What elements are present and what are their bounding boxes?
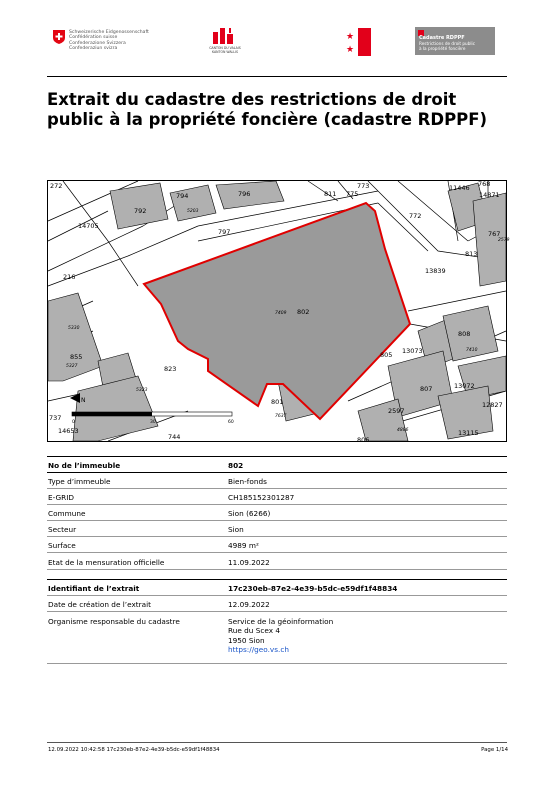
parcel-number-label: 216 xyxy=(63,273,76,281)
parcel-number-label: 5327 xyxy=(66,364,78,369)
org-address: Service de la géoinformation Rue du Scex 4 1950 Sion https://geo.vs.ch xyxy=(228,617,334,655)
divider xyxy=(47,472,507,473)
parcel-number-label: 802 xyxy=(297,308,310,316)
scale-tick-label: 0 xyxy=(72,420,75,425)
parcel-number-label: 4886 xyxy=(397,428,409,433)
parcel-number-label: 5203 xyxy=(187,209,199,214)
parcel-number-label: 272 xyxy=(50,182,63,190)
parcel-number-label: 823 xyxy=(164,365,177,373)
info-value: 802 xyxy=(228,461,244,470)
section-rule xyxy=(47,579,507,580)
parcel-number-label: 744 xyxy=(168,433,181,441)
scale-tick-label: 30 xyxy=(150,420,156,425)
info-label: Secteur xyxy=(48,525,77,534)
parcel-number-label: 14871 xyxy=(479,191,500,199)
parcel-number-label: 12827 xyxy=(482,401,503,409)
divider xyxy=(47,536,507,537)
parcel-number-label: 855 xyxy=(70,353,83,361)
info-value: 4989 m² xyxy=(228,541,259,550)
parcel-number-label: 775 xyxy=(346,190,359,198)
canton-building-icon xyxy=(213,28,235,44)
org-link[interactable]: https://geo.vs.ch xyxy=(228,645,290,655)
swiss-confederation-logo: Schweizerische Eidgenossenschaft Confédération suisse Confederazione Svizzera Confederaziun svizra xyxy=(53,30,163,56)
parcel-number-label: 792 xyxy=(134,207,147,215)
divider xyxy=(47,520,507,521)
valais-flag-icon xyxy=(345,28,371,56)
info-value: 11.09.2022 xyxy=(228,558,270,567)
cadastre-rdppf-logo: Cadastre RDPPF Restrictions de droit public à la propriété foncière xyxy=(415,27,495,55)
parcel-number-label: 7409 xyxy=(275,311,287,316)
parcel-number-label: 813 xyxy=(465,250,478,258)
parcel-number-label: 737 xyxy=(49,414,62,422)
info-value: Sion (6266) xyxy=(228,509,271,518)
header-rule xyxy=(47,76,507,77)
parcel-number-label: 13072 xyxy=(454,382,475,390)
table-top-rule xyxy=(47,456,507,457)
parcel-number-label: 772 xyxy=(409,212,422,220)
parcel-number-label: 797 xyxy=(218,228,231,236)
parcel-number-label: 7637 xyxy=(275,414,287,419)
divider xyxy=(47,504,507,505)
parcel-number-label: 807 xyxy=(420,385,433,393)
info-label: Type d’immeuble xyxy=(48,477,111,486)
info-value: CH185152301287 xyxy=(228,493,295,502)
parcel-number-label: 808 xyxy=(458,330,471,338)
parcel-number-label: 796 xyxy=(238,190,251,198)
cadastral-map[interactable] xyxy=(47,180,510,444)
svg-text:N: N xyxy=(81,397,86,404)
org-label: Organisme responsable du cadastre xyxy=(48,617,180,626)
extract-id-label: Identifiant de l’extrait xyxy=(48,584,140,593)
info-label: Etat de la mensuration officielle xyxy=(48,558,165,567)
divider xyxy=(47,488,507,489)
parcel-number-label: 13115 xyxy=(458,429,479,437)
valais-flag-logo xyxy=(345,28,371,56)
extract-id-value: 17c230eb-87e2-4e39-b5dc-e59df1f48834 xyxy=(228,584,398,593)
parcel-number-label: 773 xyxy=(357,182,370,190)
footer-page-number: Page 1/14 xyxy=(481,747,508,753)
info-label: No de l’immeuble xyxy=(48,461,121,470)
divider xyxy=(47,552,507,553)
svg-text:★: ★ xyxy=(345,32,355,42)
parcel-number-label: 11446 xyxy=(449,184,470,192)
extract-date-value: 12.09.2022 xyxy=(228,600,270,609)
info-label: Commune xyxy=(48,509,86,518)
parcel-number-label: 2579 xyxy=(498,238,510,243)
swiss-shield-icon xyxy=(53,30,65,44)
divider xyxy=(47,569,507,570)
parcel-number-label: 5323 xyxy=(136,388,148,393)
footer-rule xyxy=(47,742,507,743)
info-value: Bien-fonds xyxy=(228,477,267,486)
page-title: Extrait du cadastre des restrictions de droit public à la propriété foncière (cadastre RDPPF) xyxy=(47,90,488,129)
parcel-number-label: 768 xyxy=(478,180,491,188)
parcel-number-label: 806 xyxy=(357,436,370,444)
parcel-number-label: 805 xyxy=(380,351,393,359)
info-label: Surface xyxy=(48,541,76,550)
divider xyxy=(47,595,507,596)
info-value: Sion xyxy=(228,525,244,534)
parcel-number-label: 794 xyxy=(176,192,189,200)
parcel-number-label: 13839 xyxy=(425,267,446,275)
parcel-number-label: 13073 xyxy=(402,347,423,355)
canton-logo: CANTON DU VALAIS KANTON WALLIS xyxy=(205,28,245,56)
divider xyxy=(47,663,507,664)
map-canvas xyxy=(48,180,510,444)
parcel-number-label: 14705 xyxy=(78,222,99,230)
info-label: E-GRID xyxy=(48,493,75,502)
parcel-number-label: 767 xyxy=(488,230,501,238)
svg-text:★: ★ xyxy=(345,45,355,55)
parcel-number-label: 801 xyxy=(271,398,284,406)
extract-date-label: Date de création de l’extrait xyxy=(48,600,151,609)
parcel-number-label: 7410 xyxy=(466,348,478,353)
parcel-number-label: 5330 xyxy=(68,326,80,331)
scale-tick-label: 60 xyxy=(228,420,234,425)
parcel-number-label: 14653 xyxy=(58,427,79,435)
divider xyxy=(47,611,507,612)
parcel-number-label: 2597 xyxy=(388,407,405,415)
footer-left: 12.09.2022 10:42:58 17c230eb-87e2-4e39-b5dc-e59df1f48834 xyxy=(48,747,220,753)
parcel-number-label: 811 xyxy=(324,190,337,198)
